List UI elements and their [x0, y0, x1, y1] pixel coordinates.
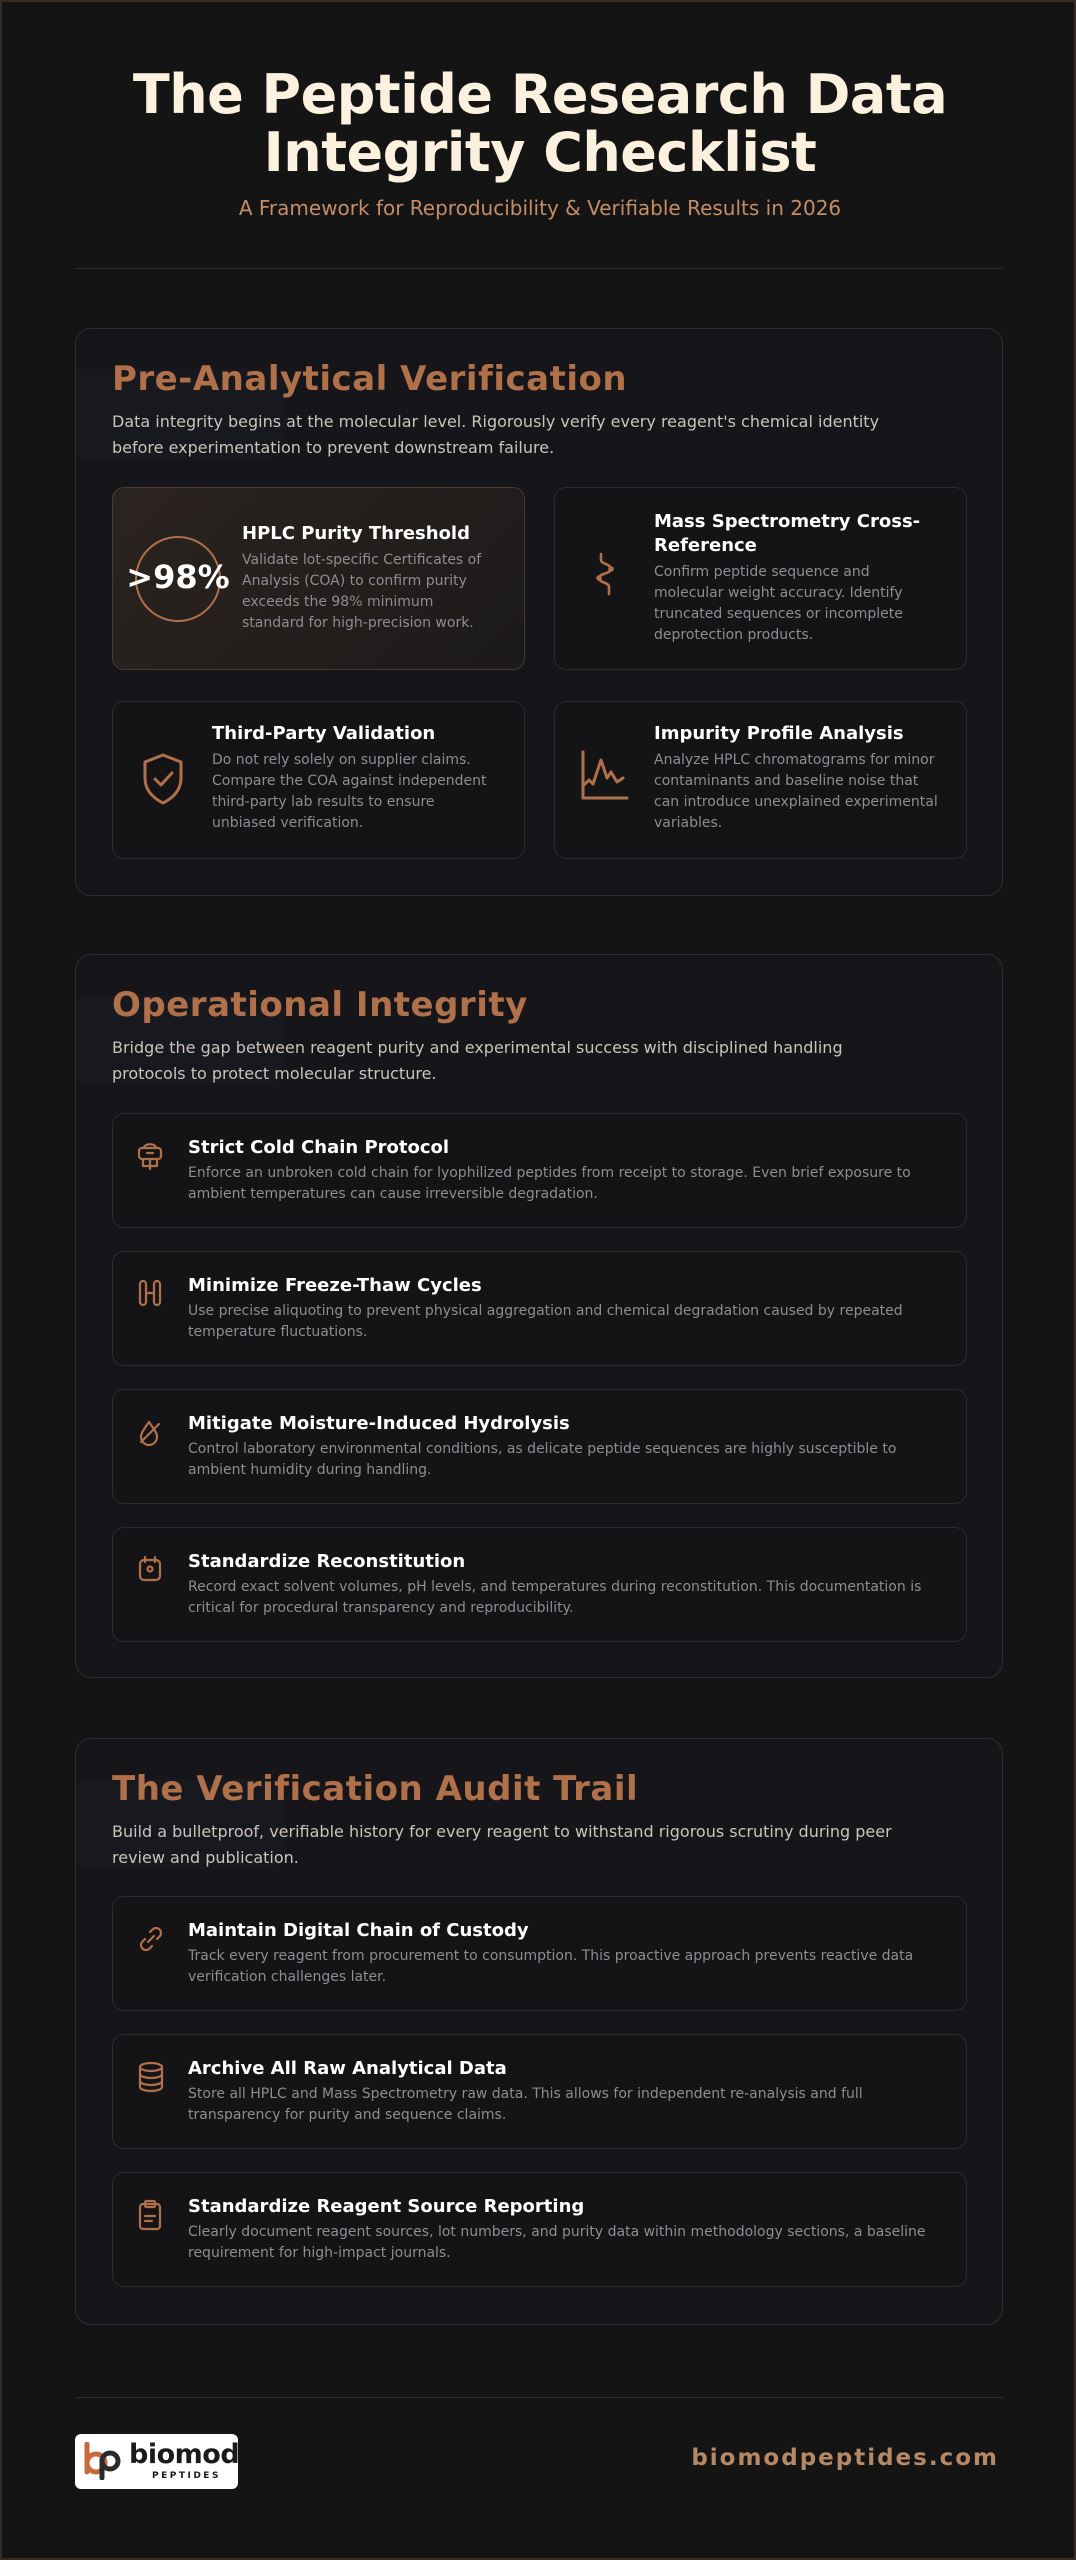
card-title: Third-Party Validation [212, 723, 436, 744]
card-title: Mass Spectrometry Cross-Reference [654, 511, 921, 556]
card-title: Archive All Raw Analytical Data [188, 2058, 507, 2079]
freeze-thaw-icon [137, 1278, 163, 1308]
header [2, 63, 1076, 220]
footer-divider [75, 2397, 1003, 2398]
card-text: Enforce an unbroken cold chain for lyophilized peptides from receipt to storage. Even brief exposure to ambient temperatures can cause irreversible degradation. [188, 1165, 911, 1202]
section-operational-integrity [75, 954, 1003, 1678]
page-subtitle: A Framework for Reproducibility & Verifiable Results in 2026 [238, 196, 842, 220]
purity-badge-value: >98% [126, 558, 230, 596]
logo-mark-icon [83, 2442, 123, 2480]
card-reconstitution [112, 1527, 967, 1642]
card-text: Use precise aliquoting to prevent physical aggregation and chemical degradation caused by repeated temperature fluctuations. [188, 1303, 903, 1340]
section-audit-trail [75, 1738, 1003, 2325]
title-line-2: Integrity Checklist [263, 121, 817, 184]
card-title: Maintain Digital Chain of Custody [188, 1920, 529, 1941]
card-text: Validate lot-specific Certificates of Analysis (COA) to confirm purity exceeds the 98% minimum standard for high-precision work. [242, 552, 482, 631]
section-description: Bridge the gap between reagent purity and experimental success with disciplined handling protocols to protect molecular structure. [112, 1038, 843, 1083]
card-cold-chain [112, 1113, 967, 1228]
chart-spike-icon [579, 748, 631, 804]
section-pre-analytical [75, 328, 1003, 896]
vial-icon [137, 1554, 163, 1584]
section-description: Data integrity begins at the molecular level. Rigorously verify every reagent's chemical identity before experimentation to prevent downstream failure. [112, 412, 880, 457]
shield-check-icon [141, 752, 185, 806]
card-text: Track every reagent from procurement to consumption. This proactive approach prevents reactive data verification challenges later. [188, 1948, 914, 1985]
card-text: Control laboratory environmental conditions, as delicate peptide sequences are highly susceptible to ambient humidity during handling. [188, 1441, 897, 1478]
section-title: The Verification Audit Trail [112, 1769, 639, 1809]
section-title: Operational Integrity [112, 985, 528, 1025]
card-moisture [112, 1389, 967, 1504]
card-text: Analyze HPLC chromatograms for minor contaminants and baseline noise that can introduce unexplained experimental variables. [654, 752, 938, 831]
card-title: Strict Cold Chain Protocol [188, 1137, 450, 1158]
card-title: Standardize Reagent Source Reporting [188, 2196, 585, 2217]
card-text: Do not rely solely on supplier claims. Compare the COA against independent third-party lab results to ensure unbiased verification. [212, 752, 487, 831]
card-chain-of-custody [112, 1896, 967, 2011]
page-title [2, 63, 1076, 184]
card-third-party [112, 701, 525, 859]
chain-link-icon [135, 1923, 167, 1955]
brand-logo[interactable] [75, 2434, 238, 2489]
card-impurity-profile [554, 701, 967, 859]
card-hplc-purity [112, 487, 525, 670]
section-description: Build a bulletproof, verifiable history for every reagent to withstand rigorous scrutiny during peer review and publication. [112, 1822, 892, 1867]
card-source-reporting [112, 2172, 967, 2287]
card-text: Clearly document reagent sources, lot numbers, and purity data within methodology sections, a baseline requirement for high-impact journals. [188, 2224, 926, 2261]
card-title: Impurity Profile Analysis [654, 723, 904, 744]
card-text: Store all HPLC and Mass Spectrometry raw data. This allows for independent re-analysis and full transparency for purity and sequence claims. [188, 2086, 863, 2123]
card-title: Minimize Freeze-Thaw Cycles [188, 1275, 482, 1296]
logo-subtext: PEPTIDES [152, 2471, 221, 2481]
section-title: Pre-Analytical Verification [112, 359, 628, 399]
title-line-1: The Peptide Research Data [132, 63, 948, 126]
moisture-drop-icon [137, 1418, 163, 1446]
card-text: Record exact solvent volumes, pH levels, and temperatures during reconstitution. This documentation is critical for procedural transparency and reproducibility. [188, 1579, 922, 1616]
cold-storage-icon [135, 1140, 165, 1172]
card-title: HPLC Purity Threshold [242, 523, 470, 544]
logo-wordmark: biomod [129, 2439, 240, 2470]
card-mass-spec [554, 487, 967, 670]
website-link[interactable]: biomodpeptides.com [691, 2445, 999, 2471]
card-freeze-thaw [112, 1251, 967, 1366]
clipboard-icon [137, 2199, 163, 2231]
header-divider [75, 268, 1003, 269]
molecule-chain-icon [587, 550, 623, 598]
database-icon [137, 2061, 165, 2093]
card-text: Confirm peptide sequence and molecular weight accuracy. Identify truncated sequences or incomplete deprotection products. [654, 564, 903, 643]
card-title: Standardize Reconstitution [188, 1551, 466, 1572]
card-archive-raw-data [112, 2034, 967, 2149]
card-title: Mitigate Moisture-Induced Hydrolysis [188, 1413, 570, 1434]
